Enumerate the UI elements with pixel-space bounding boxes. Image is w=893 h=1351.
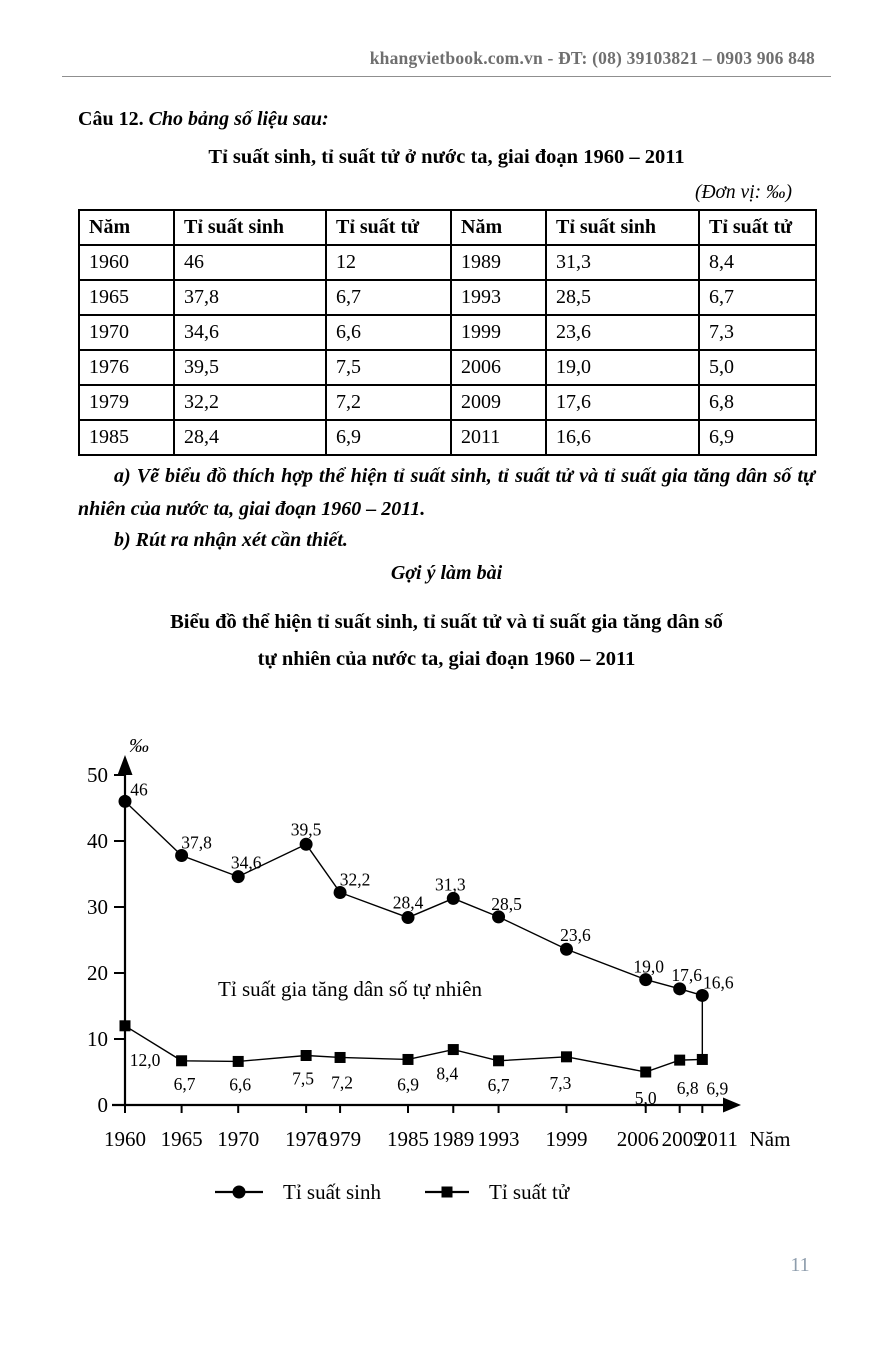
table-cell: 23,6	[546, 315, 699, 350]
y-axis-arrow-icon	[118, 755, 133, 775]
death-rate-point	[176, 1055, 187, 1066]
table-cell: 5,0	[699, 350, 816, 385]
table-cell: 17,6	[546, 385, 699, 420]
table-cell: 16,6	[546, 420, 699, 455]
x-axis-label: Năm	[749, 1127, 791, 1151]
death-rate-point	[697, 1054, 708, 1065]
question-number: Câu 12.	[78, 108, 144, 130]
table-cell: 37,8	[174, 280, 326, 315]
table-cell: 1970	[79, 315, 174, 350]
x-tick-label: 1976	[285, 1127, 328, 1151]
table-cell: 34,6	[174, 315, 326, 350]
death-rate-point-label: 6,9	[397, 1074, 419, 1095]
birth-rate-point-label: 17,6	[671, 964, 702, 985]
table-cell: 1985	[79, 420, 174, 455]
y-tick-label: 40	[87, 829, 108, 853]
table-cell: 6,8	[699, 385, 816, 420]
chart-legend	[0, 1170, 893, 1214]
death-rate-point-label: 7,5	[292, 1068, 315, 1089]
death-rate-point	[120, 1020, 131, 1031]
chart-title-line-1: Biểu đồ thể hiện tỉ suất sinh, tỉ suất tử và tỉ suất gia tăng dân số	[170, 611, 723, 633]
legend-item-death-rate	[425, 1170, 569, 1214]
table-cell: 2011	[451, 420, 546, 455]
y-tick-label: 20	[87, 961, 108, 985]
birth-rate-point-label: 34,6	[230, 852, 262, 873]
x-tick-label: 1965	[160, 1127, 203, 1151]
table-header-cell: Tỉ suất tử	[699, 210, 816, 245]
death-rate-point-label: 8,4	[436, 1063, 459, 1084]
data-table-title: Tỉ suất sinh, tỉ suất tử ở nước ta, giai đoạn 1960 – 2011	[208, 146, 685, 168]
y-tick-label: 10	[87, 1027, 108, 1051]
death-rate-line-marker-icon	[425, 1181, 469, 1203]
death-rate-point-label: 6,9	[706, 1078, 729, 1099]
death-rate-point	[335, 1052, 346, 1063]
table-head	[79, 210, 816, 245]
table-row	[79, 315, 816, 350]
table-cell: 1979	[79, 385, 174, 420]
x-tick-label: 2009	[661, 1127, 704, 1151]
death-rate-point-label: 7,2	[331, 1072, 354, 1093]
legend-item-birth-rate	[215, 1170, 381, 1214]
death-rate-point	[301, 1050, 312, 1061]
death-rate-point-label: 6,7	[173, 1073, 196, 1094]
table-body	[79, 245, 816, 455]
header-site-info: khangvietbook.com.vn - ĐT: (08) 39103821 – 0903 906 848	[369, 48, 815, 68]
table-cell: 28,4	[174, 420, 326, 455]
question-part-b: b) Rút ra nhận xét cần thiết.	[114, 529, 348, 551]
line-chart	[60, 715, 850, 1175]
table-cell: 7,5	[326, 350, 451, 385]
death-rate-point-label: 6,7	[487, 1074, 510, 1095]
table-row	[79, 245, 816, 280]
table-cell: 1989	[451, 245, 546, 280]
y-axis-unit-label: ‰	[129, 735, 149, 757]
header-rule	[62, 76, 831, 77]
y-tick-label: 0	[97, 1093, 108, 1117]
table-cell: 2006	[451, 350, 546, 385]
table-cell: 31,3	[546, 245, 699, 280]
x-tick-label: 1989	[432, 1127, 475, 1151]
x-tick-label: 2006	[616, 1127, 659, 1151]
y-tick-label: 30	[87, 895, 108, 919]
x-tick-label: 1985	[387, 1127, 429, 1151]
statistics-table	[78, 209, 817, 456]
birth-rate-point-label: 23,6	[560, 925, 591, 946]
death-rate-point	[493, 1055, 504, 1066]
x-tick-label: 1979	[319, 1127, 362, 1151]
table-cell: 6,9	[699, 420, 816, 455]
death-rate-point	[403, 1054, 414, 1065]
birth-rate-point-label: 28,5	[491, 893, 522, 914]
death-rate-point-label: 12,0	[129, 1049, 161, 1070]
page-number: 11	[790, 1254, 810, 1276]
table-row	[79, 385, 816, 420]
question-part-a: a) Vẽ biểu đồ thích hợp thể hiện tỉ suất sinh, tỉ suất tử và tỉ suất gia tăng dân số tự nhiên của nước ta, giai đoạn 1960 – 2011.	[78, 465, 815, 520]
x-tick-label: 1999	[545, 1127, 588, 1151]
birth-rate-point-label: 39,5	[290, 819, 322, 840]
x-tick-label: 1960	[104, 1127, 146, 1151]
table-cell: 8,4	[699, 245, 816, 280]
table-cell: 19,0	[546, 350, 699, 385]
table-cell: 7,2	[326, 385, 451, 420]
question-line	[78, 108, 838, 131]
unit-note: (Đơn vị: ‰)	[694, 182, 792, 203]
table-cell: 1993	[451, 280, 546, 315]
legend-label-birth-rate: Tỉ suất sinh	[283, 1179, 381, 1204]
table-cell: 6,7	[699, 280, 816, 315]
table-cell: 12	[326, 245, 451, 280]
table-cell: 1976	[79, 350, 174, 385]
table-header-cell: Tỉ suất sinh	[546, 210, 699, 245]
death-rate-point	[233, 1056, 244, 1067]
natural-increase-annotation: Tỉ suất gia tăng dân số tự nhiên	[218, 977, 482, 1001]
table-header-cell: Năm	[79, 210, 174, 245]
page-header	[0, 48, 815, 69]
x-tick-label: 2011	[696, 1127, 738, 1151]
birth-rate-point-label: 16,6	[703, 972, 734, 993]
death-rate-point	[561, 1051, 572, 1062]
table-cell: 6,7	[326, 280, 451, 315]
table-cell: 1999	[451, 315, 546, 350]
x-tick-label: 1993	[477, 1127, 520, 1151]
table-header-cell: Tỉ suất sinh	[174, 210, 326, 245]
table-cell: 28,5	[546, 280, 699, 315]
death-rate-point-label: 6,8	[676, 1078, 699, 1099]
table-header-cell: Năm	[451, 210, 546, 245]
table-cell: 2009	[451, 385, 546, 420]
table-cell: 32,2	[174, 385, 326, 420]
x-axis-arrow-icon	[723, 1098, 741, 1113]
death-rate-point	[640, 1067, 651, 1078]
death-rate-point-label: 7,3	[549, 1072, 572, 1093]
birth-rate-point-label: 46	[130, 779, 148, 800]
birth-rate-point-label: 31,3	[434, 874, 466, 895]
table-header-cell: Tỉ suất tử	[326, 210, 451, 245]
death-rate-point	[448, 1044, 459, 1055]
chart-title	[78, 604, 815, 678]
table-row	[79, 280, 816, 315]
birth-rate-point-label: 19,0	[633, 956, 665, 977]
table-row	[79, 350, 816, 385]
table-cell: 46	[174, 245, 326, 280]
table-cell: 1965	[79, 280, 174, 315]
table-cell: 39,5	[174, 350, 326, 385]
hint-heading: Gợi ý làm bài	[390, 562, 503, 584]
birth-rate-point	[402, 911, 415, 924]
chart-title-line-2: tự nhiên của nước ta, giai đoạn 1960 – 2011	[257, 648, 636, 670]
table-cell: 1960	[79, 245, 174, 280]
table-cell: 6,9	[326, 420, 451, 455]
birth-rate-line-marker-icon	[215, 1181, 263, 1203]
table-row	[79, 420, 816, 455]
table-cell: 7,3	[699, 315, 816, 350]
death-rate-line	[125, 1026, 702, 1072]
death-rate-point	[674, 1055, 685, 1066]
table-cell: 6,6	[326, 315, 451, 350]
y-tick-label: 50	[87, 763, 108, 787]
question-intro: Cho bảng số liệu sau:	[148, 108, 329, 130]
birth-rate-point	[300, 838, 313, 851]
birth-rate-point-label: 28,4	[392, 892, 424, 913]
birth-rate-point-label: 37,8	[181, 832, 212, 853]
legend-label-death-rate: Tỉ suất tử	[489, 1179, 570, 1204]
death-rate-point-label: 6,6	[229, 1074, 252, 1095]
table-header-row	[79, 210, 816, 245]
death-rate-point-label: 5,0	[634, 1088, 657, 1108]
x-tick-label: 1970	[217, 1127, 260, 1151]
birth-rate-point-label: 32,2	[339, 869, 371, 890]
